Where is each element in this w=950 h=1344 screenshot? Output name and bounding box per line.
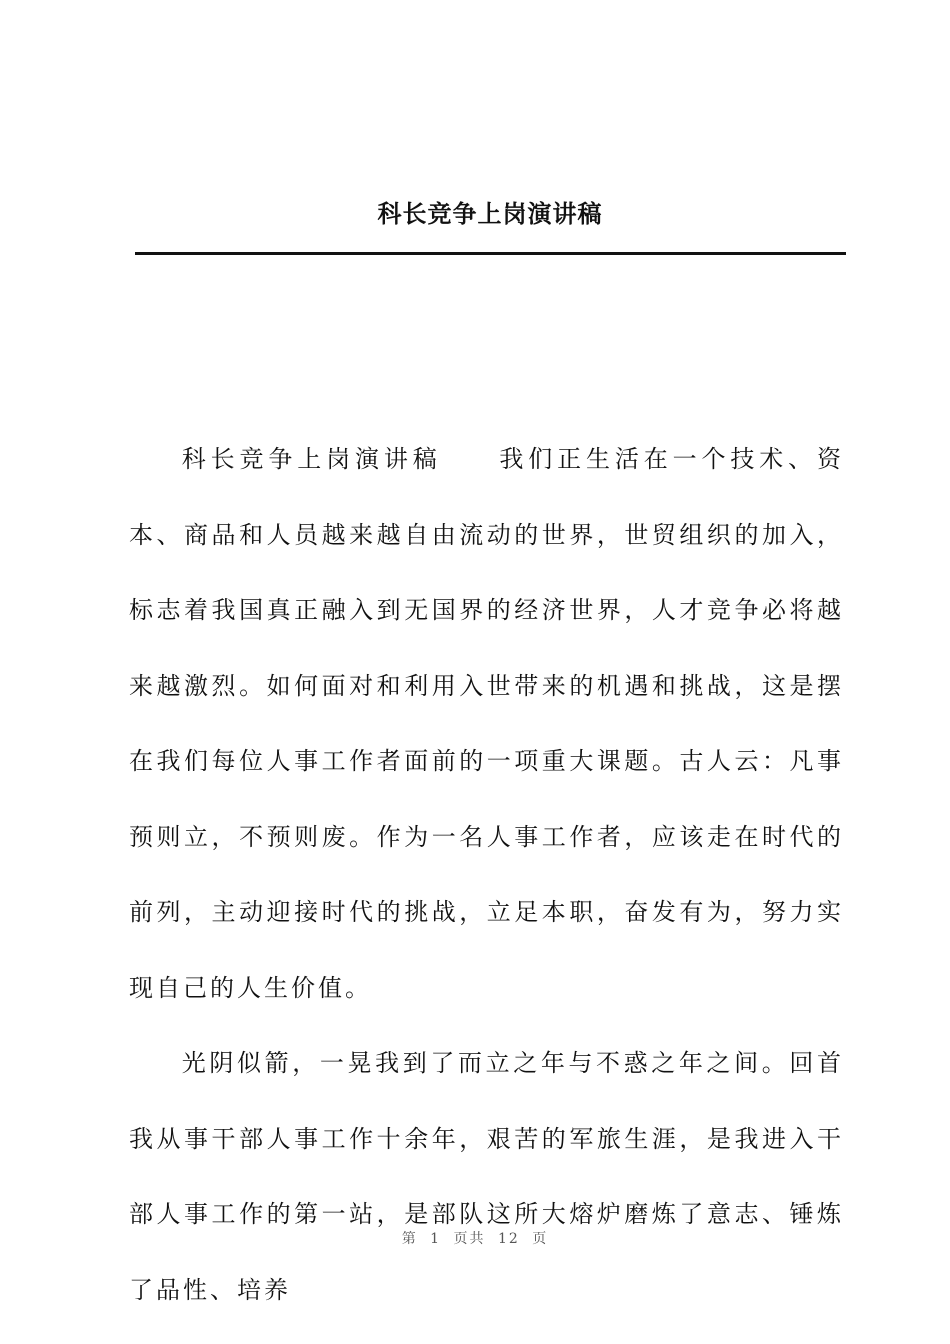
page-footer: 第 1 页共 12 页 — [401, 1231, 549, 1247]
document-body — [129, 422, 844, 1328]
paragraph-1: 科长竞争上岗演讲稿 我们正生活在一个技术、资本、商品和人员越来越自由流动的世界，世贸组织的加入，标志着我国真正融入到无国界的经济世界，人才竞争必将越来越激烈。如何面对和利用入世带来的机遇和挑战，这是摆在我们每位人事工作者面前的一项重大课题。古人云：凡事预则立，不预则废。作为一名人事工作者，应该走在时代的前列，主动迎接时代的挑战，立足本职，奋发有为，努力实现自己的人生价值。 — [129, 445, 844, 1002]
title-underline — [135, 252, 846, 255]
paragraph-2: 光阴似箭，一晃我到了而立之年与不惑之年之间。回首我从事干部人事工作十余年，艰苦的军旅生涯，是我进入干部人事工作的第一站，是部队这所大熔炉磨炼了意志、锤炼了品性、培养 — [129, 1049, 844, 1304]
document-title: 科长竞争上岗演讲稿 — [377, 200, 603, 228]
